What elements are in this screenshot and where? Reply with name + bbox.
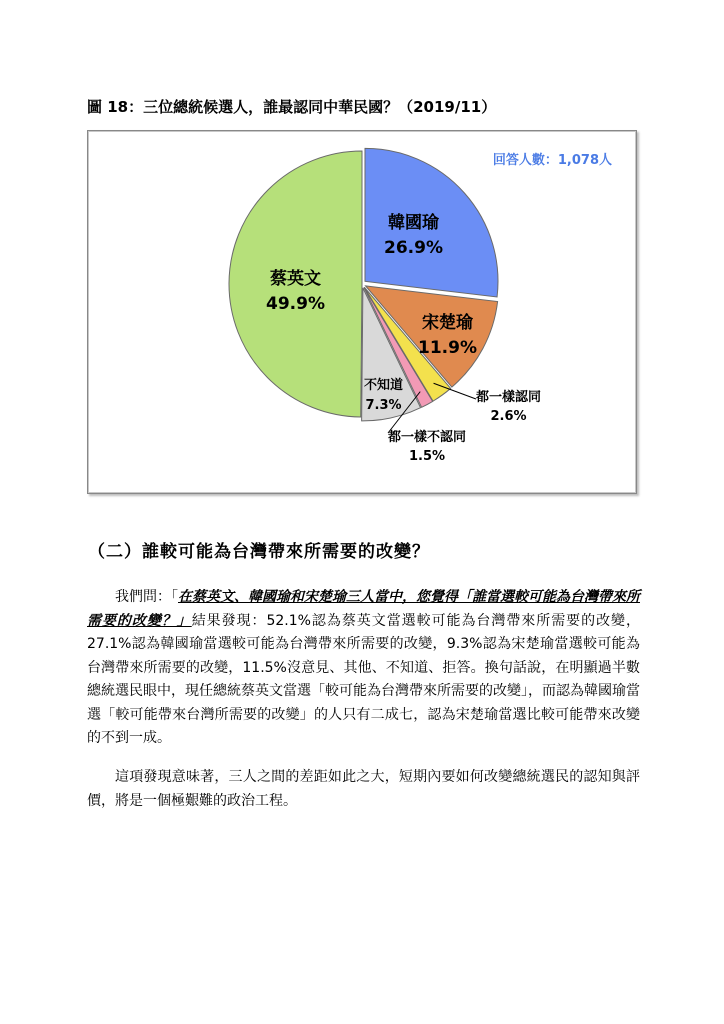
- slice-label-soong: [418, 311, 477, 360]
- slice-name-soong: 宋楚瑜: [421, 313, 473, 333]
- slice-pct-soong: 11.9%: [418, 337, 477, 358]
- paragraph-2: 這項發現意味著，三人之間的差距如此之大，短期內要如何改變總統選民的認知與評價，將是一個極艱難的政治工程。: [87, 769, 640, 809]
- slice-label-both-agree: [476, 389, 541, 427]
- slice-pct-tsai: 49.9%: [266, 293, 325, 314]
- slice-label-han: [384, 211, 443, 260]
- slice-label-both-disagree: [388, 429, 466, 467]
- slice-label-tsai: [266, 267, 325, 316]
- slice-pct-both-agree: 2.6%: [490, 408, 527, 424]
- slice-pct-han: 26.9%: [384, 237, 443, 258]
- section-heading: （二）誰較可能為台灣帶來所需要的改變？: [88, 542, 430, 562]
- paragraph-1-body: 結果發現：52.1%認為蔡英文當選較可能為台灣帶來所需要的改變，27.1%認為韓國瑜當選較可能為台灣帶來所需要的改變，9.3%認為宋楚瑜當選較可能為台灣帶來所需要的改變，11.5%沒意見、其他、不知道、拒答。換句話說，在明顯過半數總統選民眼中，現任總統蔡英文當選「較可能為台灣帶來所需要的改變」，而認為韓國瑜當選「較可能帶來台灣所需要的改變」的人只有二成七，認為宋楚瑜當選比較可能帶來改變的不到一成。: [87, 612, 640, 746]
- paragraph-1: [87, 586, 640, 751]
- slice-pct-both-disagree: 1.5%: [408, 448, 446, 464]
- slice-name-both-agree: 都一樣認同: [476, 390, 542, 405]
- respondents-count: 回答人數：1,078人: [492, 153, 612, 168]
- slice-name-unknown: 不知道: [364, 378, 404, 393]
- slice-name-both-disagree: 都一樣不認同: [388, 430, 467, 445]
- pie-chart: [88, 131, 636, 493]
- slice-label-unknown: [364, 376, 403, 416]
- slice-name-tsai: 蔡英文: [269, 269, 321, 289]
- slice-pct-unknown: 7.3%: [365, 398, 402, 414]
- slice-name-han: 韓國瑜: [387, 213, 439, 233]
- figure-title: 圖 18：三位總統候選人，誰最認同中華民國？（2019/11）: [87, 98, 497, 116]
- paragraph-1-intro: 我們問：「: [115, 589, 178, 605]
- paragraph-1-question: 在蔡英文、韓國瑜和宋楚瑜三人當中，您覺得「誰當選較可能為台灣帶來所需要的改變？」: [87, 589, 640, 629]
- pie-chart-frame: [87, 130, 637, 494]
